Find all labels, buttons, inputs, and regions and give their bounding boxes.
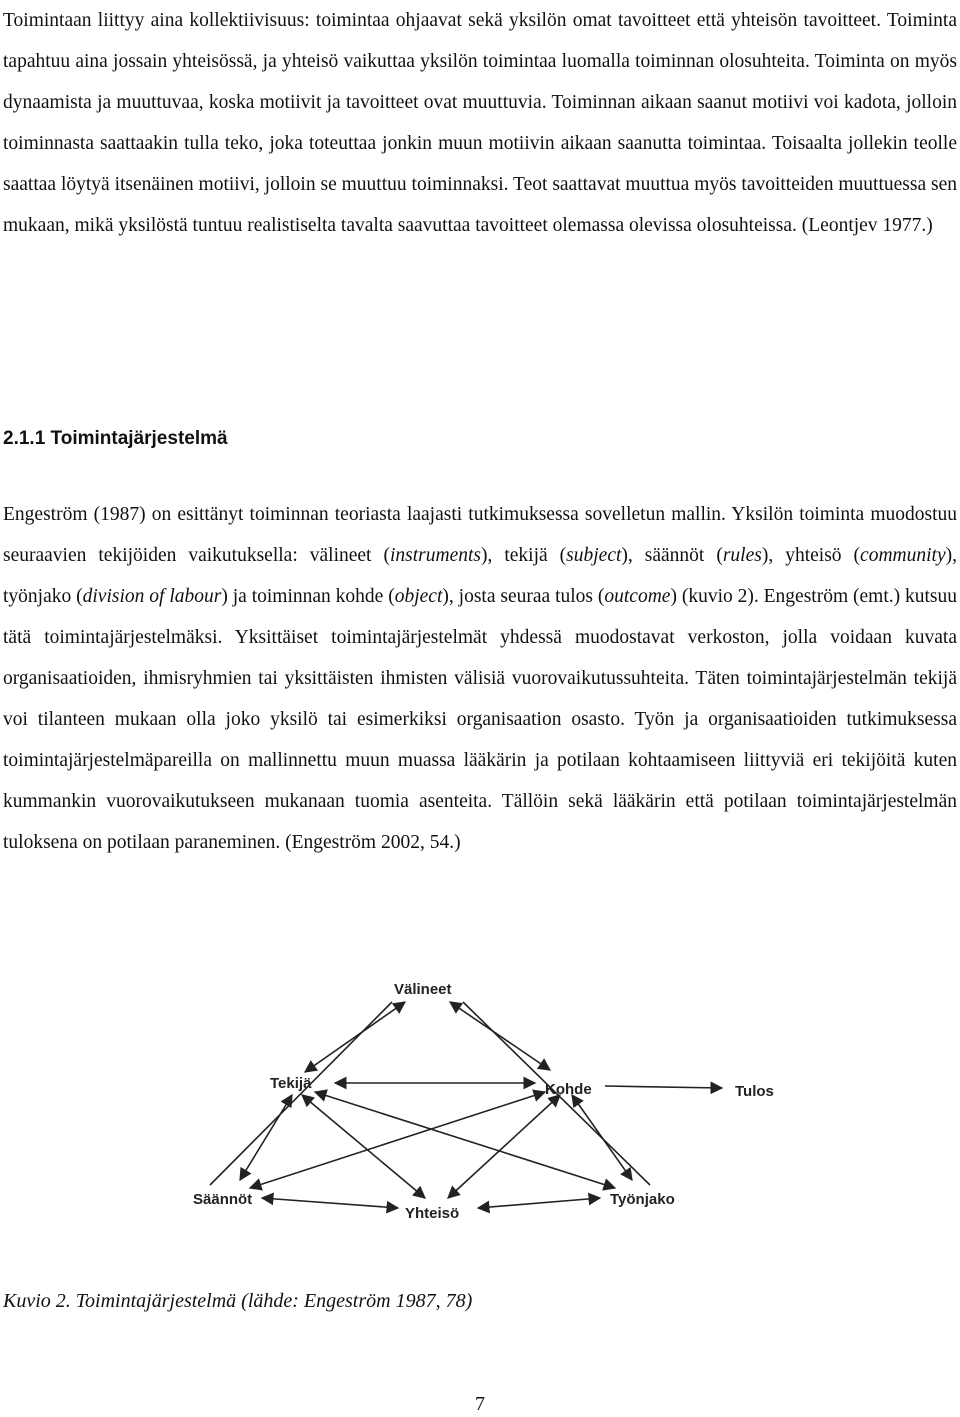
node-tyonjako: Työnjako	[610, 1191, 675, 1208]
edge-tekija-saannot	[240, 1095, 292, 1180]
text-run: ), tekijä (	[480, 545, 567, 566]
italic-term: division of labour	[82, 586, 222, 607]
text-run: ), työnjako (	[3, 545, 957, 607]
italic-term: instruments	[389, 545, 481, 566]
edge-kohde-tyonjako	[572, 1095, 632, 1180]
paragraph-engestrom	[3, 494, 957, 863]
paragraph-leontjev: Toimintaan liittyy aina kollektiivisuus: toimintaa ohjaavat sekä yksilön omat tavoitteet että yhteisön tavoitteet. Toiminta tapahtuu aina jossain yhteisössä, ja yhteisö vaikuttaa yksilön toimintaa luomalla toiminnan olosuhteita. Toiminta on myös dynaamista ja muuttuvaa, koska motiivit ja tavoitteet ovat muuttuvia. Toiminnan aikaan saanut motiivi voi kadota, jolloin toiminnasta saattaakin tulla teko, joka toteuttaa jonkin muun motiivin aikaan saanutta toimintaa. Toisaalta jollekin teolle saattaa löytyä itsenäinen motiivi, jolloin se muuttuu toiminnaksi. Teot saattavat muuttua myös tavoitteiden muuttuessa sen mukaan, mikä yksilöstä tuntuu realistiselta tavalta saavuttaa tavoitteet olemassa olevissa olosuhteissa. (Leontjev 1977.)	[3, 10, 957, 236]
text-run: ) (kuvio 2). Engeström (emt.) kutsuu tätä toimintajärjestelmäksi. Yksittäiset toimintajärjestelmät yhdessä muodostavat verkoston, jolla voidaan kuvata organisaatioiden, ihmisryhmien tai yksittäisten ihmisten välisiä vuorovaikutussuhteita. Täten toimintajärjestelmän tekijä voi tilanteen mukaan olla joko yksilö tai esimerkiksi organisaation osasto. Työn ja organisaatioiden tutkimuksessa toimintajärjestelmäpareilla on mallinnettu muun muassa lääkärin ja potilaan kohtaamiseen liittyviä eri tekijöitä kuten kummankin vuorovaikutukseen mukanaan tuomia asenteita. Tällöin sekä lääkärin että potilaan toimintajärjestelmän tuloksena on potilaan paraneminen. (Engeström 2002, 54.)	[3, 586, 958, 853]
text-run: ), josta seuraa tulos (	[442, 586, 605, 607]
node-tulos: Tulos	[735, 1083, 774, 1100]
activity-system-diagram	[0, 960, 960, 1240]
node-valineet: Välineet	[394, 981, 452, 998]
edge-kohde-tulos	[605, 1086, 722, 1088]
edge-tekija-yhteiso	[302, 1095, 425, 1198]
italic-term: object	[394, 586, 443, 607]
node-saannot: Säännöt	[193, 1191, 253, 1208]
text-run: Engeström (1987) on esittänyt toiminnan teoriasta laajasti tutkimuksessa sovelletun mallin. Yksilön toiminta muodostuu seuraavien tekijöiden vaikutuksella: välineet (	[3, 504, 957, 566]
diagram-edges	[210, 1002, 722, 1208]
edge-valineet-saannot	[210, 1002, 392, 1185]
italic-term: subject	[566, 545, 622, 566]
node-yhteiso: Yhteisö	[405, 1205, 460, 1222]
figure-caption: Kuvio 2. Toimintajärjestelmä (lähde: Engeström 1987, 78)	[3, 1290, 473, 1312]
diagram-labels	[193, 981, 774, 1222]
node-kohde: Kohde	[545, 1081, 592, 1098]
edge-valineet-kohde	[450, 1002, 550, 1070]
italic-term: rules	[722, 545, 762, 566]
text-run: ) ja toiminnan kohde (	[221, 586, 395, 607]
text-run: ), yhteisö (	[761, 545, 861, 566]
edge-saannot-yhteiso	[262, 1198, 398, 1208]
italic-term: community	[860, 545, 946, 566]
section-heading: 2.1.1 Toimintajärjestelmä	[3, 428, 228, 449]
edge-valineet-tekija	[305, 1002, 405, 1072]
italic-term: outcome	[604, 586, 671, 607]
page-number: 7	[475, 1393, 485, 1415]
node-tekija: Tekijä	[270, 1075, 312, 1092]
edge-kohde-yhteiso	[448, 1095, 560, 1198]
text-run: ), säännöt (	[621, 545, 723, 566]
edge-kohde-saannot	[250, 1092, 545, 1188]
edge-yhteiso-tyonjako	[478, 1198, 600, 1208]
